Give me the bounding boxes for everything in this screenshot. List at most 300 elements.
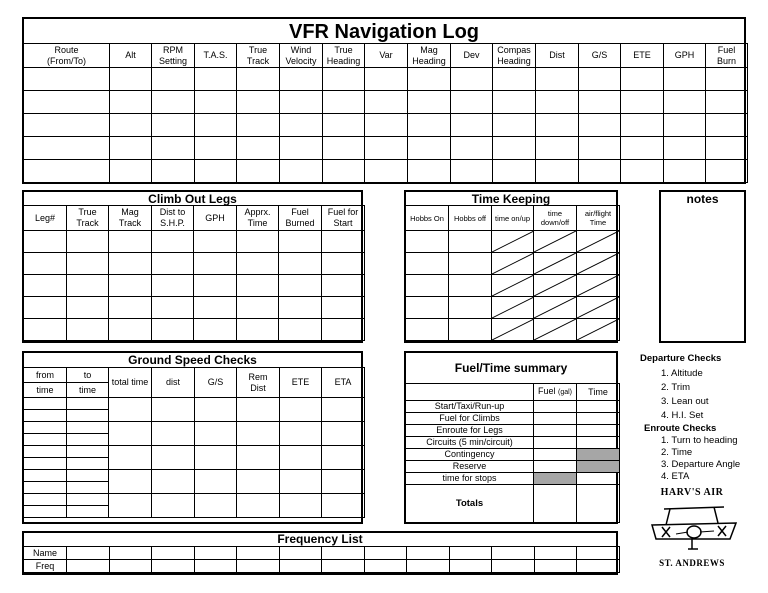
departure-check-item: 4. H.I. Set	[661, 410, 704, 421]
gs-row	[24, 470, 365, 482]
nav-cell[interactable]	[365, 68, 408, 91]
nav-cell[interactable]	[706, 160, 748, 183]
nav-cell[interactable]	[237, 91, 280, 114]
time-split-cell[interactable]	[492, 231, 534, 253]
climb-cell[interactable]	[109, 319, 152, 341]
freq-cell[interactable]	[577, 560, 620, 573]
nav-cell[interactable]	[195, 68, 237, 91]
gs-time-cell[interactable]	[24, 446, 67, 458]
gs-time-cell[interactable]	[67, 458, 109, 470]
nav-cell[interactable]	[110, 114, 152, 137]
gs-cell[interactable]	[322, 422, 365, 446]
nav-header: G/S	[579, 44, 621, 68]
nav-cell[interactable]	[451, 137, 493, 160]
time-row	[406, 231, 620, 253]
nav-header: GPH	[664, 44, 706, 68]
nav-cell[interactable]	[621, 160, 664, 183]
gs-cell[interactable]	[237, 422, 280, 446]
climb-cell[interactable]	[152, 275, 194, 297]
nav-header: Compas Heading	[493, 44, 536, 68]
freq-cell[interactable]	[109, 560, 152, 573]
time-keeping-title: Time Keeping	[471, 192, 551, 206]
time-cell[interactable]	[406, 319, 449, 341]
climb-cell[interactable]	[67, 319, 109, 341]
time-value-cell[interactable]	[577, 425, 620, 437]
gs-header: Rem Dist	[237, 368, 280, 398]
time-total-cell[interactable]	[577, 485, 620, 523]
departure-checks-title: Departure Checks	[640, 353, 722, 364]
nav-cell[interactable]	[493, 68, 536, 91]
fuel-value-cell[interactable]	[534, 437, 577, 449]
freq-cell[interactable]	[492, 560, 535, 573]
gs-cell[interactable]	[280, 470, 322, 494]
climb-header: Mag Track	[109, 206, 152, 231]
gs-header: ETA	[322, 368, 365, 398]
gs-time-cell[interactable]	[24, 422, 67, 434]
nav-cell[interactable]	[195, 137, 237, 160]
nav-row	[24, 160, 748, 183]
nav-cell[interactable]	[706, 68, 748, 91]
gs-time-cell[interactable]	[67, 506, 109, 518]
fuel-row	[406, 437, 620, 449]
frequency-list-table	[23, 546, 620, 573]
nav-cell[interactable]	[493, 91, 536, 114]
gs-cell[interactable]	[195, 470, 237, 494]
time-split-cell[interactable]	[534, 231, 577, 253]
time-row	[406, 253, 620, 275]
time-value-cell[interactable]	[577, 413, 620, 425]
nav-cell[interactable]	[323, 114, 365, 137]
gs-cell[interactable]	[109, 470, 152, 494]
frequency-list-title: Frequency List	[277, 532, 363, 546]
climb-cell[interactable]	[67, 297, 109, 319]
nav-cell[interactable]	[323, 160, 365, 183]
time-header: Hobbs off	[449, 206, 492, 231]
time-row	[406, 275, 620, 297]
climb-cell[interactable]	[194, 319, 237, 341]
nav-cell[interactable]	[24, 137, 110, 160]
climb-cell[interactable]	[322, 253, 365, 275]
enroute-check-item: 2. Time	[661, 447, 693, 458]
time-split-cell[interactable]	[577, 275, 620, 297]
nav-cell[interactable]	[706, 91, 748, 114]
gs-cell[interactable]	[280, 398, 322, 422]
gs-cell[interactable]	[237, 398, 280, 422]
gs-cell[interactable]	[152, 398, 195, 422]
nav-cell[interactable]	[706, 137, 748, 160]
gs-cell[interactable]	[322, 494, 365, 518]
gs-cell[interactable]	[109, 446, 152, 470]
gs-cell[interactable]	[152, 494, 195, 518]
fuel-total-cell[interactable]	[534, 485, 577, 523]
nav-cell[interactable]	[280, 68, 323, 91]
gs-cell[interactable]	[280, 494, 322, 518]
fuel-col-unit: (gal)	[558, 389, 573, 396]
gs-header: ETE	[280, 368, 322, 398]
gs-cell[interactable]	[280, 422, 322, 446]
climb-cell[interactable]	[322, 231, 365, 253]
climb-header: Apprx. Time	[237, 206, 279, 231]
nav-cell[interactable]	[408, 114, 451, 137]
freq-cell[interactable]	[364, 547, 407, 560]
gs-cell[interactable]	[280, 446, 322, 470]
climb-cell[interactable]	[322, 297, 365, 319]
nav-header: RPM Setting	[152, 44, 195, 68]
nav-cell[interactable]	[323, 137, 365, 160]
nav-cell[interactable]	[195, 91, 237, 114]
nav-cell[interactable]	[24, 114, 110, 137]
gs-cell[interactable]	[152, 422, 195, 446]
freq-cell[interactable]	[152, 547, 195, 560]
fuel-row	[406, 413, 620, 425]
nav-cell[interactable]	[621, 68, 664, 91]
nav-cell[interactable]	[664, 137, 706, 160]
time-split-cell[interactable]	[492, 297, 534, 319]
climb-cell[interactable]	[152, 319, 194, 341]
freq-cell[interactable]	[194, 547, 237, 560]
freq-cell[interactable]	[407, 547, 450, 560]
ground-speed-table	[23, 367, 365, 518]
time-cell[interactable]	[449, 231, 492, 253]
climb-cell[interactable]	[24, 319, 67, 341]
nav-cell[interactable]	[451, 68, 493, 91]
departure-check-item: 1. Altitude	[661, 368, 703, 379]
nav-cell[interactable]	[408, 91, 451, 114]
gs-cell[interactable]	[237, 494, 280, 518]
time-cell[interactable]	[406, 275, 449, 297]
nav-cell[interactable]	[24, 91, 110, 114]
fuel-row-label: Enroute for Legs	[406, 425, 534, 437]
gs-time-cell[interactable]	[67, 422, 109, 434]
gs-time-cell[interactable]	[24, 482, 67, 494]
gs-time-cell[interactable]	[67, 470, 109, 482]
fuel-row-label: time for stops	[406, 473, 534, 485]
nav-cell[interactable]	[323, 91, 365, 114]
gs-cell[interactable]	[195, 494, 237, 518]
time-split-cell[interactable]	[492, 275, 534, 297]
nav-cell[interactable]	[493, 160, 536, 183]
freq-cell[interactable]	[279, 547, 322, 560]
fuel-value-cell[interactable]	[534, 413, 577, 425]
nav-header: T.A.S.	[195, 44, 237, 68]
time-split-cell[interactable]	[577, 319, 620, 341]
time-split-cell[interactable]	[577, 253, 620, 275]
climb-cell[interactable]	[24, 253, 67, 275]
time-cell[interactable]	[449, 319, 492, 341]
nav-cell[interactable]	[195, 160, 237, 183]
climb-row	[24, 231, 365, 253]
climb-cell[interactable]	[279, 319, 322, 341]
nav-cell[interactable]	[408, 137, 451, 160]
climb-cell[interactable]	[194, 297, 237, 319]
freq-cell[interactable]	[449, 547, 492, 560]
nav-cell[interactable]	[24, 68, 110, 91]
gs-cell[interactable]	[322, 470, 365, 494]
fuel-value-cell[interactable]	[534, 401, 577, 413]
departure-check-item: 2. Trim	[661, 382, 691, 393]
nav-cell[interactable]	[110, 137, 152, 160]
nav-cell[interactable]	[664, 160, 706, 183]
time-cell[interactable]	[406, 231, 449, 253]
nav-cell[interactable]	[579, 68, 621, 91]
climb-cell[interactable]	[194, 231, 237, 253]
fuel-value-cell[interactable]	[534, 449, 577, 461]
climb-cell[interactable]	[322, 319, 365, 341]
biplane-icon	[636, 487, 748, 569]
enroute-checks	[644, 423, 768, 483]
fuel-value-cell[interactable]	[534, 425, 577, 437]
harvs-air-logo	[636, 487, 748, 569]
gs-cell[interactable]	[195, 398, 237, 422]
gs-time-cell[interactable]	[67, 410, 109, 422]
climb-cell[interactable]	[67, 231, 109, 253]
climb-cell[interactable]	[237, 231, 279, 253]
nav-cell[interactable]	[280, 91, 323, 114]
nav-cell[interactable]	[323, 68, 365, 91]
climb-cell[interactable]	[152, 297, 194, 319]
gs-cell[interactable]	[322, 398, 365, 422]
time-split-cell[interactable]	[534, 253, 577, 275]
freq-cell[interactable]	[109, 547, 152, 560]
nav-cell[interactable]	[493, 137, 536, 160]
climb-cell[interactable]	[24, 297, 67, 319]
nav-header: Wind Velocity	[280, 44, 323, 68]
nav-cell[interactable]	[579, 91, 621, 114]
nav-cell[interactable]	[280, 114, 323, 137]
notes-box[interactable]	[659, 190, 746, 343]
nav-cell[interactable]	[579, 114, 621, 137]
gs-time-cell[interactable]	[24, 506, 67, 518]
climb-cell[interactable]	[109, 231, 152, 253]
gs-time-cell[interactable]	[24, 458, 67, 470]
nav-cell[interactable]	[536, 137, 579, 160]
climb-cell[interactable]	[279, 231, 322, 253]
nav-cell[interactable]	[237, 114, 280, 137]
climb-cell[interactable]	[152, 231, 194, 253]
fuel-row	[406, 449, 620, 461]
gs-from-header: from	[24, 368, 67, 383]
fuel-col-header	[534, 384, 577, 401]
fuel-row	[406, 461, 620, 473]
fuel-totals-row	[406, 485, 620, 523]
fuel-row-label: Circuits (5 min/circuit)	[406, 437, 534, 449]
time-split-cell[interactable]	[492, 319, 534, 341]
freq-name-row	[24, 547, 620, 560]
gs-time-cell[interactable]	[24, 434, 67, 446]
freq-cell[interactable]	[577, 547, 620, 560]
nav-cell[interactable]	[536, 114, 579, 137]
climb-cell[interactable]	[279, 297, 322, 319]
time-cell[interactable]	[406, 297, 449, 319]
nav-row	[24, 68, 748, 91]
freq-cell[interactable]	[322, 560, 365, 573]
nav-cell[interactable]	[152, 114, 195, 137]
time-split-cell[interactable]	[492, 253, 534, 275]
gs-time-cell[interactable]	[67, 494, 109, 506]
gs-cell[interactable]	[195, 446, 237, 470]
time-split-cell[interactable]	[534, 297, 577, 319]
climb-out-title: Climb Out Legs	[148, 192, 237, 206]
time-header: time down/off	[534, 206, 577, 231]
climb-cell[interactable]	[24, 275, 67, 297]
gs-time-cell[interactable]	[67, 446, 109, 458]
freq-cell[interactable]	[407, 560, 450, 573]
gs-from-time-header: time	[24, 383, 67, 398]
nav-cell[interactable]	[706, 114, 748, 137]
nav-cell[interactable]	[664, 91, 706, 114]
gs-time-cell[interactable]	[67, 434, 109, 446]
nav-cell[interactable]	[664, 68, 706, 91]
nav-cell[interactable]	[579, 137, 621, 160]
freq-cell[interactable]	[152, 560, 195, 573]
gs-cell[interactable]	[237, 446, 280, 470]
nav-cell[interactable]	[365, 91, 408, 114]
freq-cell[interactable]	[194, 560, 237, 573]
climb-cell[interactable]	[279, 253, 322, 275]
gs-cell[interactable]	[109, 422, 152, 446]
gs-cell[interactable]	[322, 446, 365, 470]
nav-cell[interactable]	[237, 68, 280, 91]
nav-cell[interactable]	[451, 160, 493, 183]
time-value-cell[interactable]	[577, 437, 620, 449]
climb-cell[interactable]	[152, 253, 194, 275]
climb-cell[interactable]	[24, 231, 67, 253]
climb-header: Leg#	[24, 206, 67, 231]
nav-cell[interactable]	[365, 160, 408, 183]
fuel-row	[406, 473, 620, 485]
nav-cell[interactable]	[493, 114, 536, 137]
gs-cell[interactable]	[195, 422, 237, 446]
freq-value-row	[24, 560, 620, 573]
freq-cell[interactable]	[237, 547, 280, 560]
freq-cell[interactable]	[67, 547, 110, 560]
gs-time-cell[interactable]	[67, 482, 109, 494]
time-split-cell[interactable]	[577, 231, 620, 253]
nav-cell[interactable]	[237, 137, 280, 160]
nav-cell[interactable]	[152, 137, 195, 160]
time-cell[interactable]	[449, 297, 492, 319]
nav-cell[interactable]	[408, 68, 451, 91]
climb-cell[interactable]	[279, 275, 322, 297]
freq-row-label: Freq	[24, 560, 67, 573]
time-cell[interactable]	[449, 275, 492, 297]
nav-cell[interactable]	[621, 91, 664, 114]
frequency-list-box	[22, 531, 618, 575]
climb-cell[interactable]	[194, 253, 237, 275]
climb-cell[interactable]	[237, 297, 279, 319]
freq-cell[interactable]	[237, 560, 280, 573]
nav-cell[interactable]	[664, 114, 706, 137]
nav-cell[interactable]	[536, 91, 579, 114]
freq-cell[interactable]	[492, 547, 535, 560]
gs-time-cell[interactable]	[67, 398, 109, 410]
time-keeping-table	[405, 205, 620, 341]
climb-out-table	[23, 205, 365, 341]
nav-cell[interactable]	[621, 114, 664, 137]
gs-time-cell[interactable]	[24, 494, 67, 506]
time-split-cell[interactable]	[577, 297, 620, 319]
nav-cell[interactable]	[152, 160, 195, 183]
fuel-row	[406, 425, 620, 437]
climb-cell[interactable]	[237, 275, 279, 297]
climb-cell[interactable]	[67, 275, 109, 297]
logo-bottom-text: ST. ANDREWS	[659, 558, 725, 568]
gs-cell[interactable]	[237, 470, 280, 494]
time-header: time on/up	[492, 206, 534, 231]
gs-time-cell[interactable]	[24, 398, 67, 410]
nav-cell[interactable]	[451, 91, 493, 114]
nav-cell[interactable]	[280, 137, 323, 160]
freq-cell[interactable]	[449, 560, 492, 573]
gs-time-cell[interactable]	[24, 410, 67, 422]
nav-cell[interactable]	[536, 160, 579, 183]
time-split-cell[interactable]	[534, 319, 577, 341]
climb-cell[interactable]	[237, 253, 279, 275]
nav-cell[interactable]	[237, 160, 280, 183]
gs-cell[interactable]	[152, 470, 195, 494]
nav-cell[interactable]	[451, 114, 493, 137]
climb-cell[interactable]	[109, 253, 152, 275]
time-split-cell[interactable]	[534, 275, 577, 297]
nav-cell[interactable]	[621, 137, 664, 160]
gs-header: G/S	[195, 368, 237, 398]
nav-row	[24, 91, 748, 114]
gs-row	[24, 398, 365, 410]
gs-cell[interactable]	[109, 398, 152, 422]
ground-speed-box	[22, 351, 363, 524]
climb-cell[interactable]	[194, 275, 237, 297]
climb-cell[interactable]	[322, 275, 365, 297]
climb-cell[interactable]	[109, 297, 152, 319]
nav-cell[interactable]	[280, 160, 323, 183]
time-cell[interactable]	[406, 253, 449, 275]
nav-cell[interactable]	[579, 160, 621, 183]
nav-header: True Heading	[323, 44, 365, 68]
nav-cell[interactable]	[110, 68, 152, 91]
departure-checks	[640, 353, 765, 422]
time-value-cell[interactable]	[577, 473, 620, 485]
nav-cell[interactable]	[195, 114, 237, 137]
freq-cell[interactable]	[364, 560, 407, 573]
nav-cell[interactable]	[152, 68, 195, 91]
nav-header: Mag Heading	[408, 44, 451, 68]
climb-cell[interactable]	[109, 275, 152, 297]
gs-time-cell[interactable]	[24, 470, 67, 482]
fuel-value-cell[interactable]	[534, 461, 577, 473]
gs-cell[interactable]	[152, 446, 195, 470]
climb-cell[interactable]	[67, 253, 109, 275]
time-cell[interactable]	[449, 253, 492, 275]
freq-cell[interactable]	[534, 547, 577, 560]
climb-cell[interactable]	[237, 319, 279, 341]
nav-cell[interactable]	[110, 91, 152, 114]
freq-cell[interactable]	[534, 560, 577, 573]
freq-cell[interactable]	[322, 547, 365, 560]
nav-cell[interactable]	[536, 68, 579, 91]
gs-cell[interactable]	[109, 494, 152, 518]
nav-cell[interactable]	[408, 160, 451, 183]
nav-cell[interactable]	[24, 160, 110, 183]
time-value-cell[interactable]	[577, 401, 620, 413]
nav-cell[interactable]	[110, 160, 152, 183]
freq-cell[interactable]	[67, 560, 110, 573]
nav-cell[interactable]	[365, 137, 408, 160]
nav-cell[interactable]	[365, 114, 408, 137]
nav-cell[interactable]	[152, 91, 195, 114]
fuel-summary-title: Fuel/Time summary	[454, 361, 568, 375]
nav-header: Route (From/To)	[24, 44, 110, 68]
freq-cell[interactable]	[279, 560, 322, 573]
